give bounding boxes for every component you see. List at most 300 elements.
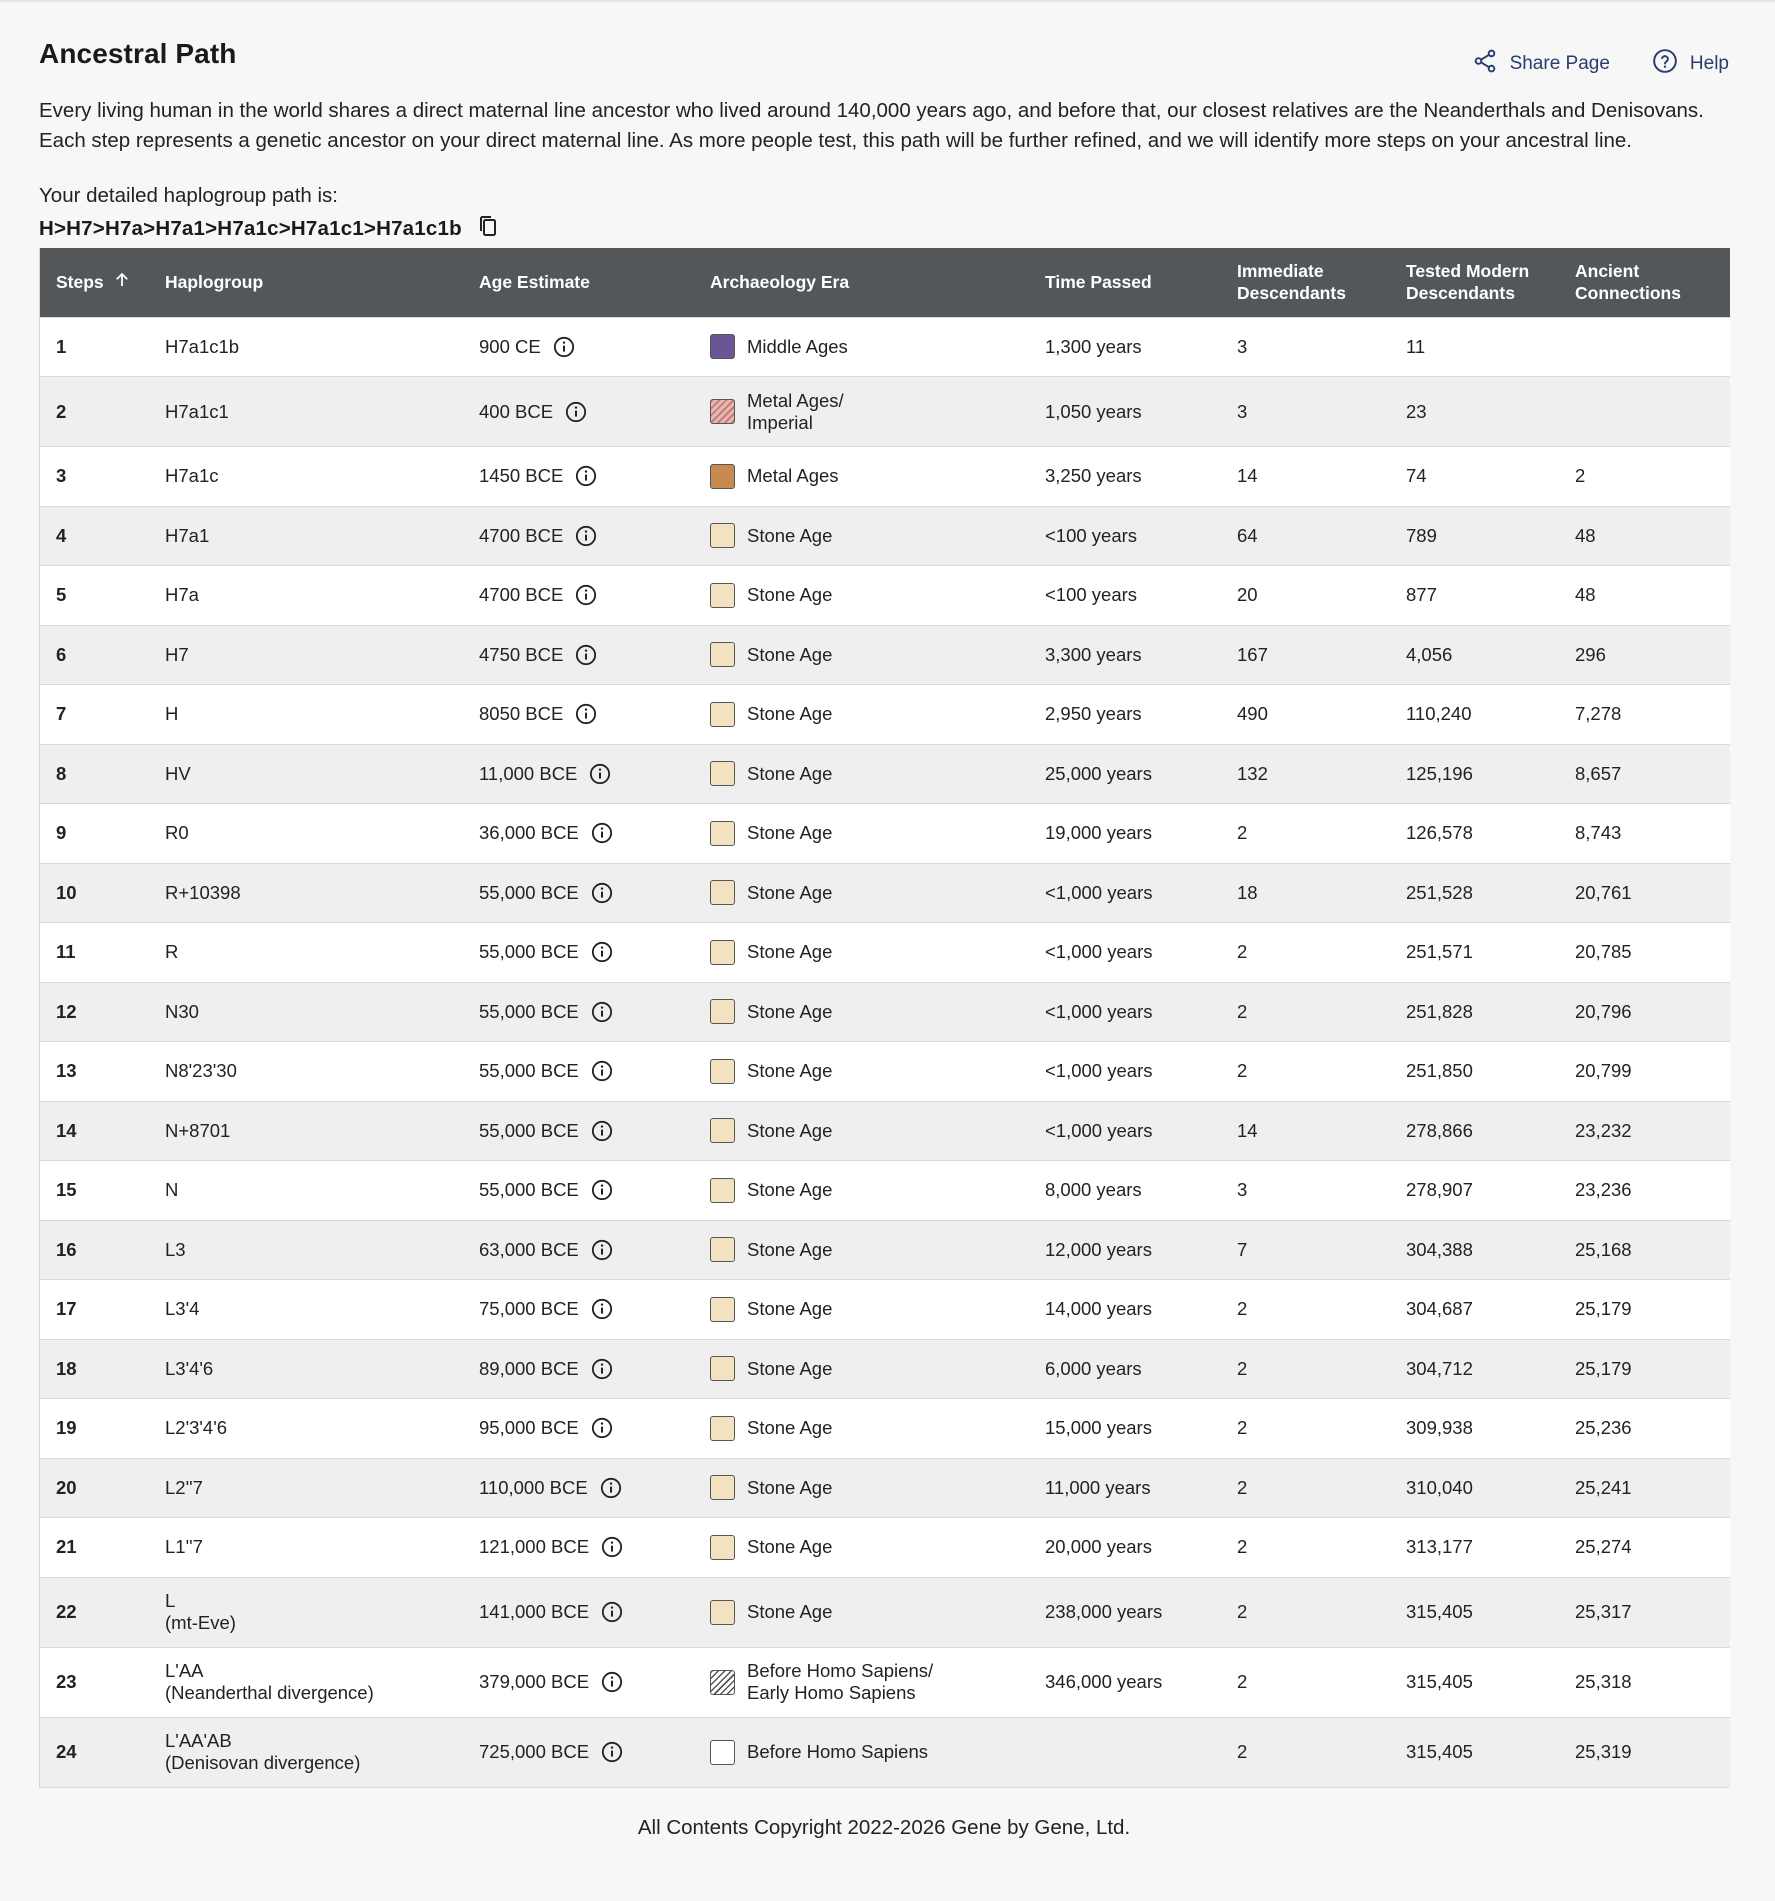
- share-icon: [1472, 48, 1510, 80]
- era-label: Stone Age: [747, 1357, 833, 1379]
- age-value: 11,000 BCE: [479, 762, 578, 784]
- era-swatch-icon: [710, 1059, 735, 1084]
- table-row: [40, 506, 1730, 566]
- info-icon[interactable]: [575, 465, 597, 487]
- era-swatch-icon: [710, 1535, 735, 1560]
- info-icon[interactable]: [601, 1536, 623, 1558]
- tested-descendants-cell: 74: [1390, 447, 1559, 507]
- time-passed-cell: 6,000 years: [1029, 1339, 1221, 1399]
- table-row: [40, 1042, 1730, 1102]
- tested-descendants-cell: 789: [1390, 506, 1559, 566]
- help-button[interactable]: [1652, 48, 1729, 80]
- time-passed-cell: 1,050 years: [1029, 377, 1221, 447]
- era-swatch-icon: [710, 523, 735, 548]
- time-passed-cell: <1,000 years: [1029, 863, 1221, 923]
- col-age-header: Age Estimate: [463, 248, 694, 317]
- time-passed-cell: 3,300 years: [1029, 625, 1221, 685]
- ancient-connections-cell: 25,319: [1559, 1717, 1730, 1787]
- era-label: Stone Age: [747, 762, 833, 784]
- tested-descendants-cell: 110,240: [1390, 685, 1559, 745]
- haplogroup-cell: N: [149, 1161, 463, 1221]
- step-cell: 22: [40, 1577, 149, 1647]
- age-cell: [463, 804, 694, 864]
- era-swatch-icon: [710, 1178, 735, 1203]
- age-cell: [463, 377, 694, 447]
- table-row: [40, 1220, 1730, 1280]
- ancient-connections-cell: 25,179: [1559, 1280, 1730, 1340]
- tested-descendants-cell: 315,405: [1390, 1647, 1559, 1717]
- immediate-descendants-cell: 2: [1221, 1647, 1390, 1717]
- age-cell: [463, 1042, 694, 1102]
- era-swatch-icon: [710, 1297, 735, 1322]
- table-row: [40, 1647, 1730, 1717]
- haplogroup-path-value: H>H7>H7a>H7a1>H7a1c>H7a1c1>H7a1c1b: [39, 216, 462, 240]
- tested-descendants-cell: 23: [1390, 377, 1559, 447]
- intro-line-1: Every living human in the world shares a direct maternal line ancestor who lived around 140,000 years ago, and before that, our closest relatives are the Neanderthals and Denisovans.: [39, 99, 1704, 122]
- col-tested-header: Tested Modern Descendants: [1390, 248, 1559, 317]
- age-cell: [463, 1458, 694, 1518]
- era-swatch-icon: [710, 761, 735, 786]
- age-value: 4700 BCE: [479, 524, 564, 546]
- haplogroup-cell: L1''7: [149, 1518, 463, 1578]
- era-label: Stone Age: [747, 524, 833, 546]
- info-icon[interactable]: [591, 1179, 613, 1201]
- age-value: 110,000 BCE: [479, 1476, 588, 1498]
- time-passed-cell: 238,000 years: [1029, 1577, 1221, 1647]
- tested-descendants-cell: 304,712: [1390, 1339, 1559, 1399]
- era-swatch-icon: [710, 464, 735, 489]
- step-cell: 4: [40, 506, 149, 566]
- immediate-descendants-cell: 7: [1221, 1220, 1390, 1280]
- era-label: Stone Age: [747, 703, 833, 725]
- era-cell: [694, 317, 1029, 377]
- info-icon[interactable]: [575, 644, 597, 666]
- info-icon[interactable]: [575, 584, 597, 606]
- step-cell: 10: [40, 863, 149, 923]
- help-label: Help: [1689, 53, 1729, 74]
- age-value: 55,000 BCE: [479, 1060, 579, 1082]
- share-page-label: Share Page: [1509, 53, 1610, 74]
- immediate-descendants-cell: 18: [1221, 863, 1390, 923]
- table-header-row: [40, 248, 1730, 317]
- age-cell: [463, 1399, 694, 1459]
- era-cell: [694, 1577, 1029, 1647]
- era-cell: [694, 1339, 1029, 1399]
- table-row: [40, 1280, 1730, 1340]
- age-cell: [463, 923, 694, 983]
- tested-descendants-cell: 877: [1390, 566, 1559, 626]
- info-icon[interactable]: [591, 882, 613, 904]
- haplogroup-cell: L'AA'AB (Denisovan divergence): [149, 1717, 463, 1787]
- age-value: 89,000 BCE: [479, 1357, 579, 1379]
- era-cell: [694, 744, 1029, 804]
- age-value: 8050 BCE: [479, 703, 564, 725]
- step-cell: 18: [40, 1339, 149, 1399]
- era-label: Stone Age: [747, 1179, 833, 1201]
- immediate-descendants-cell: 14: [1221, 1101, 1390, 1161]
- step-cell: 11: [40, 923, 149, 983]
- era-swatch-icon: [710, 999, 735, 1024]
- table-row: [40, 1717, 1730, 1787]
- haplogroup-cell: H7a1c1b: [149, 317, 463, 377]
- age-value: 55,000 BCE: [479, 1119, 579, 1141]
- era-label: Stone Age: [747, 1536, 833, 1558]
- haplogroup-cell: N+8701: [149, 1101, 463, 1161]
- era-label: Middle Ages: [747, 335, 848, 357]
- age-cell: [463, 1339, 694, 1399]
- immediate-descendants-cell: 132: [1221, 744, 1390, 804]
- table-row: [40, 1101, 1730, 1161]
- era-cell: [694, 1717, 1029, 1787]
- info-icon[interactable]: [601, 1741, 623, 1763]
- ancient-connections-cell: 25,168: [1559, 1220, 1730, 1280]
- info-icon[interactable]: [591, 1239, 613, 1261]
- haplogroup-cell: R: [149, 923, 463, 983]
- table-row: [40, 377, 1730, 447]
- info-icon[interactable]: [591, 1358, 613, 1380]
- haplogroup-cell: L (mt-Eve): [149, 1577, 463, 1647]
- age-cell: [463, 1647, 694, 1717]
- age-cell: [463, 506, 694, 566]
- immediate-descendants-cell: 14: [1221, 447, 1390, 507]
- immediate-descendants-cell: 3: [1221, 1161, 1390, 1221]
- tested-descendants-cell: 315,405: [1390, 1717, 1559, 1787]
- immediate-descendants-cell: 2: [1221, 1280, 1390, 1340]
- age-cell: [463, 1518, 694, 1578]
- step-cell: 20: [40, 1458, 149, 1518]
- col-haplogroup-header: Haplogroup: [149, 248, 463, 317]
- table-row: [40, 982, 1730, 1042]
- haplogroup-cell: L2''7: [149, 1458, 463, 1518]
- share-page-button[interactable]: [1472, 48, 1610, 80]
- age-cell: [463, 744, 694, 804]
- age-value: 75,000 BCE: [479, 1298, 579, 1320]
- haplogroup-cell: L3'4: [149, 1280, 463, 1340]
- table-row: [40, 1339, 1730, 1399]
- era-swatch-icon: [710, 334, 735, 359]
- tested-descendants-cell: 304,687: [1390, 1280, 1559, 1340]
- immediate-descendants-cell: 2: [1221, 1042, 1390, 1102]
- haplogroup-path-row: [39, 214, 500, 243]
- ancient-connections-cell: 296: [1559, 625, 1730, 685]
- time-passed-cell: [1029, 1717, 1221, 1787]
- era-cell: [694, 863, 1029, 923]
- info-icon[interactable]: [565, 401, 587, 423]
- step-cell: 24: [40, 1717, 149, 1787]
- table-row: [40, 317, 1730, 377]
- info-icon[interactable]: [591, 1060, 613, 1082]
- step-cell: 17: [40, 1280, 149, 1340]
- immediate-descendants-cell: 490: [1221, 685, 1390, 745]
- table-row: [40, 1161, 1730, 1221]
- info-icon[interactable]: [553, 336, 575, 358]
- footer-copyright: All Contents Copyright 2022-2026 Gene by Gene, Ltd.: [637, 1816, 1131, 1839]
- tested-descendants-cell: 251,828: [1390, 982, 1559, 1042]
- copy-path-button[interactable]: [476, 214, 500, 243]
- haplogroup-cell: H: [149, 685, 463, 745]
- immediate-descendants-cell: 2: [1221, 1458, 1390, 1518]
- info-icon[interactable]: [591, 941, 613, 963]
- copy-icon: [476, 214, 500, 243]
- haplogroup-cell: H7a1c1: [149, 377, 463, 447]
- era-label: Stone Age: [747, 1601, 833, 1622]
- haplogroup-cell: H7: [149, 625, 463, 685]
- info-icon[interactable]: [575, 703, 597, 725]
- era-cell: [694, 1647, 1029, 1717]
- immediate-descendants-cell: 2: [1221, 1577, 1390, 1647]
- time-passed-cell: 20,000 years: [1029, 1518, 1221, 1578]
- haplogroup-cell: R0: [149, 804, 463, 864]
- era-swatch-icon: [710, 642, 735, 667]
- table-row: [40, 625, 1730, 685]
- tested-descendants-cell: 309,938: [1390, 1399, 1559, 1459]
- time-passed-cell: 2,950 years: [1029, 685, 1221, 745]
- header-actions: [1430, 48, 1729, 80]
- info-icon[interactable]: [591, 822, 613, 844]
- era-swatch-icon: [710, 1740, 735, 1765]
- era-label: Stone Age: [747, 1000, 833, 1022]
- step-cell: 8: [40, 744, 149, 804]
- age-cell: [463, 317, 694, 377]
- tested-descendants-cell: 304,388: [1390, 1220, 1559, 1280]
- immediate-descendants-cell: 2: [1221, 1717, 1390, 1787]
- age-cell: [463, 566, 694, 626]
- table-body: [40, 317, 1730, 1787]
- info-icon[interactable]: [601, 1601, 623, 1623]
- age-cell: [463, 1280, 694, 1340]
- time-passed-cell: 12,000 years: [1029, 1220, 1221, 1280]
- table-row: [40, 1577, 1730, 1647]
- era-label: Stone Age: [747, 1476, 833, 1498]
- tested-descendants-cell: 4,056: [1390, 625, 1559, 685]
- table-row: [40, 1399, 1730, 1459]
- table-row: [40, 744, 1730, 804]
- step-cell: 5: [40, 566, 149, 626]
- intro-line-2: Each step represents a genetic ancestor on your direct maternal line. As more people test, this path will be further refined, and we will identify more steps on your ancestral line.: [39, 129, 1632, 152]
- era-cell: [694, 1458, 1029, 1518]
- ancient-connections-cell: [1559, 377, 1730, 447]
- haplogroup-cell: L2'3'4'6: [149, 1399, 463, 1459]
- info-icon[interactable]: [591, 1298, 613, 1320]
- info-icon[interactable]: [575, 525, 597, 547]
- immediate-descendants-cell: 2: [1221, 1518, 1390, 1578]
- haplogroup-cell: N8'23'30: [149, 1042, 463, 1102]
- age-cell: [463, 982, 694, 1042]
- table-row: [40, 923, 1730, 983]
- era-swatch-icon: [710, 821, 735, 846]
- age-value: 379,000 BCE: [479, 1671, 590, 1692]
- time-passed-cell: 3,250 years: [1029, 447, 1221, 507]
- age-value: 141,000 BCE: [479, 1601, 590, 1622]
- table-row: [40, 1518, 1730, 1578]
- era-swatch-icon: [710, 1118, 735, 1143]
- era-swatch-icon: [710, 1356, 735, 1381]
- help-icon: [1652, 48, 1690, 80]
- ancient-connections-cell: 20,796: [1559, 982, 1730, 1042]
- time-passed-cell: <1,000 years: [1029, 1101, 1221, 1161]
- tested-descendants-cell: 278,907: [1390, 1161, 1559, 1221]
- tested-descendants-cell: 278,866: [1390, 1101, 1559, 1161]
- era-cell: [694, 923, 1029, 983]
- time-passed-cell: 1,300 years: [1029, 317, 1221, 377]
- time-passed-cell: 25,000 years: [1029, 744, 1221, 804]
- age-value: 4750 BCE: [479, 643, 564, 665]
- era-label: Metal Ages/ Imperial: [747, 389, 844, 433]
- col-steps-header[interactable]: [40, 248, 149, 317]
- immediate-descendants-cell: 64: [1221, 506, 1390, 566]
- time-passed-cell: <100 years: [1029, 506, 1221, 566]
- ancient-connections-cell: 25,317: [1559, 1577, 1730, 1647]
- age-cell: [463, 1577, 694, 1647]
- tested-descendants-cell: 313,177: [1390, 1518, 1559, 1578]
- info-icon[interactable]: [591, 1001, 613, 1023]
- step-cell: 1: [40, 317, 149, 377]
- tested-descendants-cell: 315,405: [1390, 1577, 1559, 1647]
- step-cell: 23: [40, 1647, 149, 1717]
- era-label: Stone Age: [747, 643, 833, 665]
- haplogroup-cell: H7a: [149, 566, 463, 626]
- age-value: 1450 BCE: [479, 465, 564, 487]
- age-value: 63,000 BCE: [479, 1238, 579, 1260]
- era-swatch-icon: [710, 940, 735, 965]
- era-cell: [694, 377, 1029, 447]
- age-value: 55,000 BCE: [479, 941, 579, 963]
- era-label: Metal Ages: [747, 465, 839, 487]
- haplogroup-cell: H7a1: [149, 506, 463, 566]
- step-cell: 13: [40, 1042, 149, 1102]
- immediate-descendants-cell: 20: [1221, 566, 1390, 626]
- haplogroup-path-label: Your detailed haplogroup path is:: [39, 184, 339, 207]
- time-passed-cell: 346,000 years: [1029, 1647, 1221, 1717]
- era-swatch-icon: [710, 399, 735, 424]
- era-label: Stone Age: [747, 584, 833, 606]
- immediate-descendants-cell: 2: [1221, 1399, 1390, 1459]
- step-cell: 15: [40, 1161, 149, 1221]
- era-label: Before Homo Sapiens/ Early Homo Sapiens: [747, 1660, 934, 1703]
- age-value: 400 BCE: [479, 400, 554, 422]
- table-row: [40, 804, 1730, 864]
- era-label: Before Homo Sapiens: [747, 1741, 928, 1763]
- era-label: Stone Age: [747, 1417, 833, 1439]
- age-value: 36,000 BCE: [479, 822, 579, 844]
- table-row: [40, 566, 1730, 626]
- ancient-connections-cell: 23,236: [1559, 1161, 1730, 1221]
- era-swatch-icon: [710, 1475, 735, 1500]
- col-immediate-header: Immediate Descendants: [1221, 248, 1390, 317]
- immediate-descendants-cell: 2: [1221, 804, 1390, 864]
- haplogroup-cell: L3: [149, 1220, 463, 1280]
- era-cell: [694, 1220, 1029, 1280]
- tested-descendants-cell: 126,578: [1390, 804, 1559, 864]
- immediate-descendants-cell: 3: [1221, 377, 1390, 447]
- age-value: 55,000 BCE: [479, 1000, 579, 1022]
- era-swatch-icon: [710, 1416, 735, 1441]
- era-cell: [694, 625, 1029, 685]
- era-label: Stone Age: [747, 1060, 833, 1082]
- tested-descendants-cell: 251,528: [1390, 863, 1559, 923]
- era-label: Stone Age: [747, 941, 833, 963]
- era-cell: [694, 566, 1029, 626]
- era-cell: [694, 447, 1029, 507]
- col-ancient-header: Ancient Connections: [1559, 248, 1730, 317]
- ancient-connections-cell: 8,657: [1559, 744, 1730, 804]
- age-cell: [463, 1101, 694, 1161]
- era-cell: [694, 982, 1029, 1042]
- info-icon[interactable]: [589, 763, 611, 785]
- era-cell: [694, 685, 1029, 745]
- age-value: 55,000 BCE: [479, 881, 579, 903]
- ancient-connections-cell: 7,278: [1559, 685, 1730, 745]
- info-icon[interactable]: [601, 1671, 623, 1693]
- step-cell: 2: [40, 377, 149, 447]
- ancient-connections-cell: [1559, 317, 1730, 377]
- haplogroup-cell: HV: [149, 744, 463, 804]
- immediate-descendants-cell: 167: [1221, 625, 1390, 685]
- age-value: 900 CE: [479, 335, 541, 357]
- step-cell: 12: [40, 982, 149, 1042]
- era-label: Stone Age: [747, 1119, 833, 1141]
- step-cell: 16: [40, 1220, 149, 1280]
- age-value: 95,000 BCE: [479, 1417, 579, 1439]
- ancient-connections-cell: 25,179: [1559, 1339, 1730, 1399]
- step-cell: 14: [40, 1101, 149, 1161]
- era-swatch-icon: [710, 1237, 735, 1262]
- col-time-header: Time Passed: [1029, 248, 1221, 317]
- table-row: [40, 685, 1730, 745]
- haplogroup-cell: L'AA (Neanderthal divergence): [149, 1647, 463, 1717]
- time-passed-cell: 11,000 years: [1029, 1458, 1221, 1518]
- step-cell: 3: [40, 447, 149, 507]
- era-cell: [694, 1161, 1029, 1221]
- info-icon[interactable]: [600, 1477, 622, 1499]
- time-passed-cell: <1,000 years: [1029, 923, 1221, 983]
- info-icon[interactable]: [591, 1417, 613, 1439]
- era-cell: [694, 804, 1029, 864]
- immediate-descendants-cell: 3: [1221, 317, 1390, 377]
- era-cell: [694, 1399, 1029, 1459]
- ancient-connections-cell: 25,236: [1559, 1399, 1730, 1459]
- info-icon[interactable]: [591, 1120, 613, 1142]
- page-title: Ancestral Path: [39, 38, 237, 69]
- haplogroup-cell: R+10398: [149, 863, 463, 923]
- age-value: 725,000 BCE: [479, 1741, 590, 1763]
- ancient-connections-cell: 20,785: [1559, 923, 1730, 983]
- era-swatch-icon: [710, 702, 735, 727]
- tested-descendants-cell: 251,571: [1390, 923, 1559, 983]
- step-cell: 6: [40, 625, 149, 685]
- age-cell: [463, 447, 694, 507]
- table-row: [40, 863, 1730, 923]
- era-cell: [694, 1101, 1029, 1161]
- haplogroup-cell: N30: [149, 982, 463, 1042]
- era-cell: [694, 1042, 1029, 1102]
- ancient-connections-cell: 8,743: [1559, 804, 1730, 864]
- era-cell: [694, 506, 1029, 566]
- immediate-descendants-cell: 2: [1221, 1339, 1390, 1399]
- time-passed-cell: 14,000 years: [1029, 1280, 1221, 1340]
- ancient-connections-cell: 25,318: [1559, 1647, 1730, 1717]
- time-passed-cell: <1,000 years: [1029, 982, 1221, 1042]
- intro-text: [39, 96, 1739, 156]
- step-cell: 19: [40, 1399, 149, 1459]
- age-cell: [463, 863, 694, 923]
- immediate-descendants-cell: 2: [1221, 982, 1390, 1042]
- ancient-connections-cell: 2: [1559, 447, 1730, 507]
- time-passed-cell: 15,000 years: [1029, 1399, 1221, 1459]
- ancient-connections-cell: 23,232: [1559, 1101, 1730, 1161]
- era-swatch-icon: [710, 1600, 735, 1625]
- age-value: 55,000 BCE: [479, 1179, 579, 1201]
